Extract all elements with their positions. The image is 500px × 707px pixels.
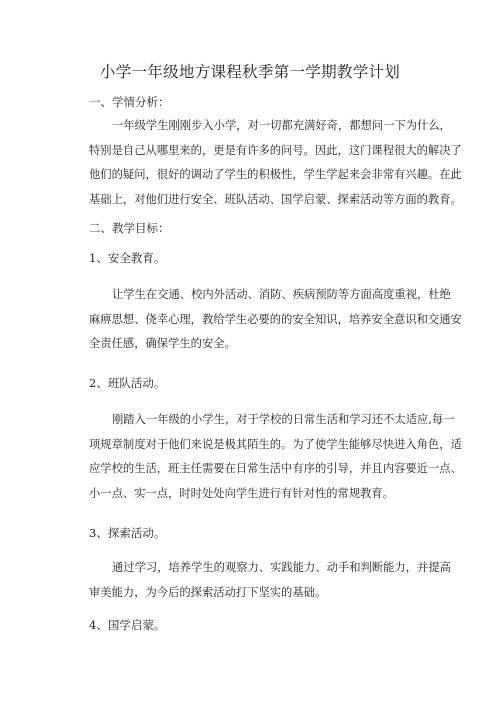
subsection-heading-sinology: 4、国学启蒙。: [89, 618, 166, 632]
section-heading-goals: 二、教学目标：: [89, 221, 170, 235]
paragraph-line: 他们的疑问，很好的调动了学生的积极性，学生学起来会非常有兴趣。在此: [89, 168, 462, 181]
paragraph-line: 一年级学生刚刚步入小学，对一切都充满好奇，都想问一下为什么，: [112, 119, 451, 132]
paragraph-situation: [89, 114, 462, 212]
paragraph-line: 让学生在交通、校内外活动、消防、疾病预防等方面高度重视，杜绝: [112, 288, 451, 301]
paragraph-line: 基础上，对他们进行安全、班队活动、国学启蒙、探索活动等方面的教育。: [89, 192, 462, 206]
paragraph-class-activity: [89, 408, 462, 506]
subsection-heading-safety: 1、安全教育。: [89, 251, 166, 265]
paragraph-line: 小一点、实一点，时时处处向学生进行有针对性的常规教育。: [89, 486, 395, 500]
paragraph-line: 全责任感，确保学生的安全。: [89, 337, 236, 350]
paragraph-line: 通过学习，培养学生的观察力、实践能力、动手和判断能力，并提高: [112, 561, 451, 574]
document-title: 小学一年级地方课程秋季第一学期教学计划: [99, 63, 401, 81]
subsection-heading-class-activity: 2、班队活动。: [89, 376, 166, 390]
paragraph-exploration: [89, 556, 451, 605]
subsection-heading-exploration: 3、探索活动。: [89, 526, 166, 540]
paragraph-line: 刚踏入一年级的小学生，对于学校的日常生活和学习还不太适应,每一: [112, 413, 455, 426]
paragraph-safety: [89, 283, 462, 357]
paragraph-line: 应学校的生活，班主任需要在日常生活中有序的引导，并且内容要近一点、: [89, 462, 462, 475]
paragraph-line: 项规章制度对于他们来说是极其陌生的。为了使学生能够尽快进入角色，适: [89, 437, 462, 451]
paragraph-line: 麻痹思想、侥幸心理，教给学生必要的的安全知识，培养安全意识和交通安: [89, 312, 462, 326]
paragraph-line: 审美能力，为今后的探索活动打下坚实的基础。: [89, 585, 327, 599]
section-heading-situation: 一、学情分析：: [89, 95, 170, 109]
paragraph-line: 特别是自己从哪里来的，更是有许多的问号。因此，这门课程很大的解决了: [89, 143, 462, 157]
